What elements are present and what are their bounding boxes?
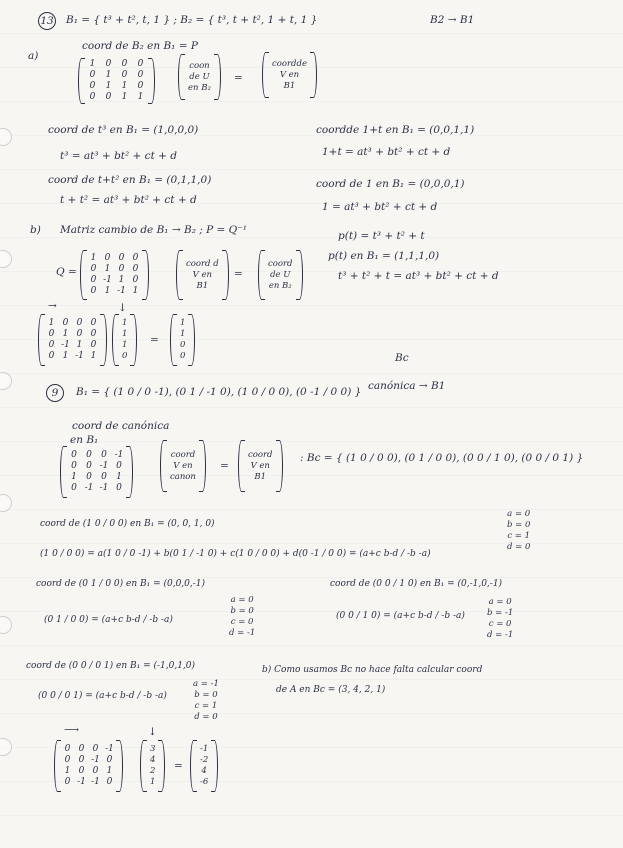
coord-line: coord de (0 0 / 1 0) en B₁ = (0,-1,0,-1) — [330, 579, 503, 589]
matrix-cell: 0 — [78, 755, 85, 765]
equation-line: (0 0 / 0 1) = (a+c b-d / -b -a) — [38, 691, 167, 701]
binder-hole — [0, 250, 12, 268]
matrix-cell: 0 — [116, 461, 122, 471]
vector-entry: coord — [170, 449, 196, 460]
solution-values — [190, 678, 222, 724]
matrix-cell: 0 — [89, 92, 96, 102]
vector-entry: 1 — [122, 329, 128, 339]
vector-entry: c = 0 — [488, 619, 512, 629]
matrix-cell: -1 — [114, 450, 124, 460]
matrix-cell: 1 — [121, 92, 128, 102]
down-arrow-icon: ↓ — [118, 302, 127, 314]
matrix-cell: 0 — [105, 59, 112, 69]
matrix-cell: 0 — [121, 59, 128, 69]
vector-entry: B1 — [254, 471, 267, 482]
matrix-cell: 1 — [64, 766, 71, 776]
matrix-cell: 1 — [62, 351, 69, 361]
matrix-final — [54, 740, 123, 792]
equals-sign: = — [234, 268, 243, 280]
vector-cells — [147, 743, 158, 789]
matrix-cell: 0 — [71, 461, 77, 471]
vector-entry: 0 — [180, 340, 186, 350]
matrix-cell: 0 — [62, 318, 69, 328]
matrix-cell: 0 — [90, 318, 97, 328]
vector-entry: 0 — [180, 351, 186, 361]
matrix-cell: 0 — [132, 275, 139, 285]
matrix-cell: 0 — [78, 744, 85, 754]
exercise-number: 13 — [38, 12, 56, 30]
vector-entry: de U — [270, 269, 291, 280]
vector-coord-v — [176, 250, 229, 300]
matrix-cell: -1 — [103, 275, 112, 285]
matrix-cell: 0 — [106, 777, 113, 787]
matrix-cell: 1 — [104, 286, 111, 296]
matrix-cell: 0 — [118, 264, 125, 274]
bc-note: canónica → B1 — [368, 380, 446, 392]
matrix-cell: 0 — [64, 744, 71, 754]
equation-line: t³ + t² + t = at³ + bt² + ct + d — [338, 270, 499, 282]
matrix-cell: 1 — [105, 70, 112, 80]
vector-cells — [269, 58, 310, 93]
matrix-cell: 1 — [104, 264, 111, 274]
matrix-cell: 0 — [89, 81, 96, 91]
matrix-cell: 0 — [48, 329, 55, 339]
binder-hole — [0, 372, 12, 390]
base-line: B₁ = { (1 0 / 0 -1), (0 1 / -1 0), (1 0 / 0 0), (0 -1 / 0 0) } — [76, 386, 362, 398]
vector-entry: -2 — [200, 755, 209, 765]
coord-line: coord de (0 1 / 0 0) en B₁ = (0,0,0,-1) — [36, 579, 206, 589]
q-label: Q = — [56, 266, 77, 278]
vector-cells — [185, 60, 214, 95]
matrix-cell: 0 — [101, 450, 107, 460]
vector-entry: 3 — [150, 744, 156, 754]
solution-values — [226, 594, 258, 640]
vector-coord-b1 — [238, 440, 283, 492]
vector-entry: d = -1 — [487, 630, 514, 640]
vector-cells — [183, 258, 222, 293]
vector-entry: c = 0 — [230, 617, 254, 627]
part-b-note: de A en Bc = (3, 4, 2, 1) — [276, 685, 386, 695]
matrix-cell: 1 — [90, 253, 97, 263]
part-title: Matriz cambio de B₁ → B₂ ; P = Q⁻¹ — [60, 224, 248, 236]
down-arrow-icon: ↓ — [148, 726, 157, 738]
equation-line: (0 1 / 0 0) = (a+c b-d / -b -a) — [44, 615, 173, 625]
equation-line: t³ = at³ + bt² + ct + d — [60, 150, 177, 162]
matrix-cell: 0 — [137, 70, 144, 80]
matrix-cell: 0 — [101, 472, 107, 482]
part-letter: a) — [28, 50, 39, 62]
vector-entry: 1 — [122, 340, 128, 350]
vector-entry: V en — [279, 69, 300, 80]
coord-line: coord de (1 0 / 0 0) en B₁ = (0, 0, 1, 0) — [40, 519, 215, 529]
polynomial: p(t) = t³ + t² + t — [338, 230, 425, 242]
vector-coord-a — [140, 740, 165, 792]
equals-sign: = — [220, 460, 229, 472]
matrix-cell: -1 — [91, 777, 100, 787]
vector-entry: de U — [189, 71, 210, 82]
matrix-cell: 1 — [132, 286, 139, 296]
matrix-cell: 0 — [121, 70, 128, 80]
matrix-cell: 0 — [104, 253, 111, 263]
vector-entry: -6 — [200, 777, 209, 787]
coord-line: coordde 1+t en B₁ = (0,0,1,1) — [316, 124, 475, 136]
vector-cells — [167, 449, 199, 484]
matrix-cell: -1 — [105, 744, 114, 754]
matrix-cell: 0 — [64, 755, 71, 765]
vector-entry: V en — [192, 269, 212, 280]
vector-cells — [119, 317, 130, 363]
vector-cells — [265, 258, 296, 293]
matrix-cell: 0 — [106, 755, 113, 765]
matrix-cell: -1 — [99, 461, 109, 471]
coord-line: coord de 1 en B₁ = (0,0,0,1) — [316, 178, 465, 190]
vector-coord-canon — [160, 440, 206, 492]
matrix-cells — [61, 743, 116, 789]
equals-sign: = — [234, 72, 243, 84]
matrix-cell: 1 — [137, 92, 144, 102]
arrow-icon: ⟶ — [64, 724, 80, 736]
matrix-cell: 0 — [90, 286, 97, 296]
matrix-cell: 0 — [92, 744, 99, 754]
vector-entry: b = -1 — [487, 608, 514, 618]
vector-entry: coord — [248, 449, 273, 460]
matrix-cell: 1 — [90, 351, 97, 361]
matrix-cell: 1 — [76, 340, 83, 350]
binder-hole — [0, 494, 12, 512]
equation-line: (1 0 / 0 0) = a(1 0 / 0 -1) + b(0 1 / -1 0) + c(1 0 / 0 0) + d(0 -1 / 0 0) = (a+c b-d / -b -a) — [40, 549, 431, 559]
coord-line: coord de t+t² en B₁ = (0,1,1,0) — [48, 174, 212, 186]
matrix-cell: -1 — [117, 286, 126, 296]
matrix-cell: 1 — [116, 472, 122, 482]
vector-cells — [197, 743, 211, 789]
equation-line: t + t² = at³ + bt² + ct + d — [60, 194, 197, 206]
vector-entry: V en — [250, 460, 270, 471]
matrix-cell: 0 — [118, 253, 125, 263]
vector-entry: 2 — [150, 766, 156, 776]
vector-entry: 4 — [201, 766, 207, 776]
matrix-cell: 0 — [86, 461, 92, 471]
matrix-cell: 0 — [78, 766, 85, 776]
matrix-cell: 1 — [62, 329, 69, 339]
matrix-cell: 0 — [76, 318, 83, 328]
matrix-change — [60, 446, 133, 498]
vector-entry: a = 0 — [488, 597, 512, 607]
vector-entry: B1 — [196, 280, 209, 291]
equation-line: 1+t = at³ + bt² + ct + d — [322, 146, 451, 158]
vector-entry: coord d — [186, 258, 219, 269]
matrix-cell: -1 — [91, 755, 100, 765]
vector-entry: canon — [170, 471, 196, 482]
vector-entry: 1 — [122, 318, 128, 328]
matrix-cell: -1 — [77, 777, 86, 787]
vector-entry: -1 — [200, 744, 209, 754]
coord-line: coord de t³ en B₁ = (1,0,0,0) — [48, 124, 199, 136]
matrix-cell: -1 — [84, 483, 94, 493]
matrix-q — [80, 250, 149, 300]
matrix-cell: 0 — [76, 329, 83, 339]
equation-line: (0 0 / 1 0) = (a+c b-d / -b -a) — [336, 611, 465, 621]
bases-line: B₁ = { t³ + t², t, 1 } ; B₂ = { t³, t + t², 1 + t, 1 } — [66, 14, 318, 26]
matrix-cells — [85, 58, 148, 104]
matrix-cell: 0 — [64, 777, 71, 787]
matrix-cell: 0 — [48, 351, 55, 361]
matrix-cell: 1 — [71, 472, 77, 482]
vector-entry: B1 — [283, 80, 296, 91]
change-direction: B2 → B1 — [430, 14, 475, 26]
binder-hole — [0, 616, 12, 634]
vector-entry: coordde — [272, 58, 307, 69]
vector-entry: b = 0 — [194, 690, 218, 700]
matrix-cell: 0 — [116, 483, 122, 493]
part-title: coord de B₂ en B₁ = P — [82, 40, 198, 52]
matrix-cell: 0 — [90, 329, 97, 339]
matrix-cell: 0 — [86, 450, 92, 460]
matrix-cell: 0 — [71, 450, 77, 460]
matrix-cell: 0 — [90, 340, 97, 350]
vector-entry: 0 — [122, 351, 128, 361]
vector-entry: d = 0 — [507, 542, 531, 552]
vector-entry: b = 0 — [507, 520, 531, 530]
matrix-cell: 0 — [90, 264, 97, 274]
vector-entry: c = 1 — [507, 531, 531, 541]
vector-cells — [245, 449, 276, 484]
vector-product — [112, 314, 137, 366]
matrix-cell: 0 — [71, 483, 77, 493]
matrix-cells — [87, 252, 142, 298]
matrix-cell: 1 — [106, 766, 113, 776]
matrix-cell: 0 — [90, 275, 97, 285]
matrix-cell: 1 — [121, 81, 128, 91]
matrix-cell: 0 — [132, 253, 139, 263]
matrix-cell: 1 — [118, 275, 125, 285]
bc-label: Bc — [395, 352, 409, 364]
matrix-cells — [45, 317, 100, 363]
equals-sign: = — [174, 760, 183, 772]
binder-hole — [0, 738, 12, 756]
matrix-p — [78, 58, 155, 104]
vector-entry: en B₂ — [268, 280, 292, 291]
section-title: en B₁ — [70, 434, 99, 446]
vector-coord-u — [258, 250, 303, 300]
canonical-base: : Bc = { (1 0 / 0 0), (0 1 / 0 0), (0 0 / 1 0), (0 0 / 0 1) } — [300, 452, 584, 464]
arrow-icon: → — [48, 300, 57, 312]
matrix-cell: -1 — [75, 351, 84, 361]
matrix-cell: 0 — [48, 340, 55, 350]
equation-line: 1 = at³ + bt² + ct + d — [322, 201, 438, 213]
vector-entry: c = 1 — [194, 701, 218, 711]
part-letter: b) — [30, 224, 41, 236]
vector-entry: 1 — [180, 329, 186, 339]
vector-entry: V en — [173, 460, 193, 471]
matrix-cell: 0 — [132, 264, 139, 274]
vector-entry: a = 0 — [230, 595, 254, 605]
matrix-cell: 0 — [89, 70, 96, 80]
vector-coord-u — [178, 54, 221, 100]
matrix-cell: -1 — [61, 340, 70, 350]
vector-entry: a = -1 — [193, 679, 219, 689]
vector-result — [190, 740, 218, 792]
matrix-cell: 1 — [89, 59, 96, 69]
matrix-cell: 0 — [86, 472, 92, 482]
vector-entry: 1 — [180, 318, 186, 328]
matrix-cell: 1 — [48, 318, 55, 328]
binder-hole — [0, 128, 12, 146]
coord-line: coord de (0 0 / 0 1) en B₁ = (-1,0,1,0) — [26, 661, 196, 671]
vector-entry: coon — [189, 60, 210, 71]
coord-line: p(t) en B₁ = (1,1,1,0) — [328, 250, 440, 262]
vector-cells — [177, 317, 188, 363]
matrix-cell: 0 — [105, 92, 112, 102]
matrix-q-copy — [38, 314, 107, 366]
matrix-cells — [67, 449, 126, 495]
vector-result — [170, 314, 195, 366]
section-title: coord de canónica — [72, 420, 170, 432]
part-b-note: b) Como usamos Bc no hace falta calcular coord — [262, 665, 483, 675]
vector-entry: d = -1 — [229, 628, 256, 638]
vector-entry: 4 — [150, 755, 156, 765]
equals-sign: = — [150, 334, 159, 346]
vector-entry: 1 — [150, 777, 156, 787]
solution-values — [484, 596, 516, 642]
solution-values — [504, 508, 533, 554]
vector-entry: en B₂ — [188, 82, 211, 93]
matrix-cell: 0 — [92, 766, 99, 776]
matrix-cell: 1 — [105, 81, 112, 91]
exercise-number: 9 — [46, 384, 64, 402]
vector-coord-v — [262, 52, 317, 98]
vector-entry: a = 0 — [507, 509, 531, 519]
matrix-cell: 0 — [137, 81, 144, 91]
vector-entry: coord — [268, 258, 293, 269]
vector-entry: b = 0 — [230, 606, 254, 616]
vector-entry: d = 0 — [194, 712, 218, 722]
matrix-cell: -1 — [99, 483, 109, 493]
matrix-cell: 0 — [137, 59, 144, 69]
